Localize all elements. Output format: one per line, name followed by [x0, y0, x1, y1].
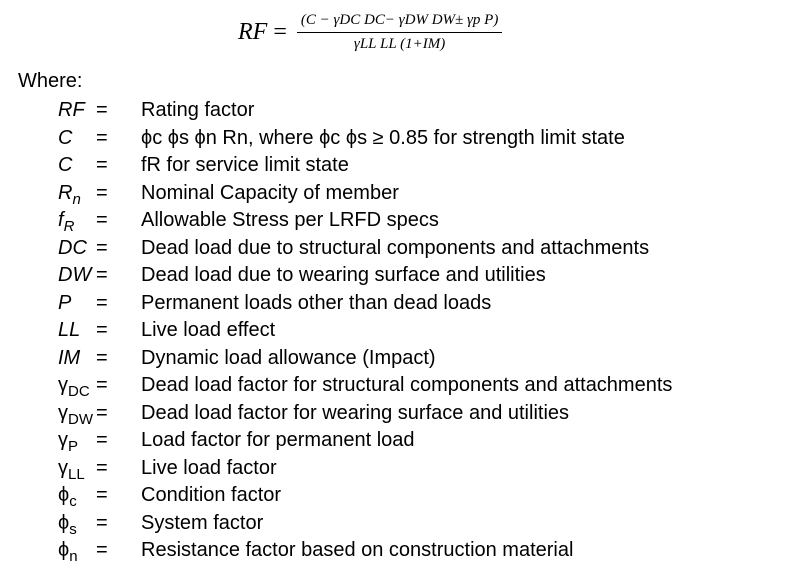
definition-text: Nominal Capacity of member	[141, 181, 399, 204]
definition-symbol	[58, 235, 87, 262]
symbol-base: IM	[58, 346, 81, 369]
definition-equals: =	[96, 99, 108, 121]
definition-symbol	[58, 455, 85, 482]
definition-row	[0, 345, 785, 373]
definition-equals: =	[96, 181, 108, 204]
definition-equals: =	[96, 209, 108, 231]
symbol-base: ϕ	[58, 539, 70, 561]
formula-numerator: (C − γDC DC− γDW DW± γp P)	[300, 12, 499, 28]
definition-symbol	[58, 152, 72, 179]
definition-text: Permanent loads other than dead loads	[141, 291, 492, 314]
definition-symbol	[58, 345, 80, 372]
definition-text: Dead load factor for wearing surface and utilities	[141, 401, 570, 424]
definition-text: Rating factor	[141, 99, 255, 121]
formula-denominator: γLL LL (1+IM)	[353, 36, 446, 52]
definition-symbol	[58, 537, 78, 564]
symbol-subscript: DC	[68, 383, 90, 400]
rating-factor-formula	[238, 12, 502, 53]
definition-equals: =	[96, 319, 108, 341]
definition-row	[0, 510, 785, 538]
symbol-subscript: n	[69, 548, 78, 565]
symbol-subscript: s	[69, 520, 77, 538]
definition-equals: =	[96, 264, 108, 286]
symbol-base: DW	[58, 264, 92, 286]
definition-symbol	[58, 510, 77, 537]
definition-equals: =	[96, 484, 108, 506]
definition-text: Live load effect	[141, 319, 276, 341]
definition-text: Load factor for permanent load	[141, 429, 415, 451]
definition-equals: =	[96, 401, 108, 424]
formula-equals: =	[273, 19, 287, 45]
definition-text: Dead load due to structural components and attachments	[141, 236, 650, 259]
formula-fraction	[297, 12, 502, 53]
definition-equals: =	[96, 374, 108, 396]
symbol-subscript: n	[72, 190, 81, 208]
definition-text: fR for service limit state	[141, 154, 349, 176]
symbol-base: f	[58, 209, 64, 231]
symbol-base: R	[58, 181, 73, 204]
symbol-base: C	[58, 154, 73, 176]
symbol-base: ϕ	[58, 511, 70, 534]
where-label: Where:	[18, 70, 83, 92]
symbol-base: γ	[58, 374, 68, 396]
definition-symbol	[58, 427, 78, 454]
definition-symbol	[58, 482, 77, 509]
symbol-base: DC	[58, 236, 87, 259]
definition-equals: =	[96, 291, 108, 314]
symbol-subscript: c	[69, 493, 77, 510]
definition-text: Condition factor	[141, 484, 282, 506]
definition-equals: =	[96, 126, 108, 149]
symbol-base: C	[58, 126, 73, 149]
symbol-base: ϕ	[58, 484, 70, 506]
definitions-list	[0, 97, 785, 565]
definition-symbol	[58, 207, 74, 234]
definition-row	[0, 125, 785, 153]
definition-symbol	[58, 290, 71, 317]
symbol-base: P	[58, 291, 72, 314]
symbol-base: γ	[58, 456, 68, 479]
definition-text: Resistance factor based on construction material	[141, 539, 574, 561]
definition-symbol	[58, 180, 81, 207]
symbol-base: γ	[58, 401, 68, 424]
definition-row	[0, 400, 785, 428]
definition-symbol	[58, 262, 91, 289]
definition-equals: =	[96, 236, 108, 259]
definition-text: Dead load due to wearing surface and utilities	[141, 264, 546, 286]
symbol-subscript: DW	[68, 410, 93, 428]
definition-equals: =	[96, 511, 108, 534]
definition-row	[0, 455, 785, 483]
definition-row	[0, 372, 785, 400]
definition-text: System factor	[141, 511, 264, 534]
definition-symbol	[58, 97, 85, 124]
definition-row	[0, 97, 785, 125]
definition-row	[0, 235, 785, 263]
definition-equals: =	[96, 539, 108, 561]
symbol-subscript: LL	[68, 465, 85, 483]
definition-row	[0, 180, 785, 208]
symbol-subscript: P	[68, 438, 79, 455]
definition-row	[0, 152, 785, 180]
symbol-subscript: R	[63, 218, 75, 235]
fraction-bar	[297, 32, 502, 33]
definition-text: ϕc ϕs ϕn Rn, where ϕc ϕs ≥ 0.85 for strength limit state	[141, 126, 625, 149]
definition-equals: =	[96, 429, 108, 451]
definition-text: Live load factor	[141, 456, 277, 479]
symbol-base: RF	[58, 99, 85, 121]
definition-text: Dead load factor for structural components and attachments	[141, 374, 673, 396]
definition-row	[0, 427, 785, 455]
symbol-base: LL	[58, 319, 81, 341]
definition-row	[0, 290, 785, 318]
definition-row	[0, 207, 785, 235]
definition-equals: =	[96, 154, 108, 176]
definition-row	[0, 482, 785, 510]
definition-row	[0, 537, 785, 565]
definition-equals: =	[96, 346, 108, 369]
definition-row	[0, 262, 785, 290]
definition-symbol	[58, 125, 72, 152]
definition-text: Allowable Stress per LRFD specs	[141, 209, 439, 231]
formula-lhs: RF	[238, 19, 268, 45]
symbol-base: γ	[58, 429, 68, 451]
definition-symbol	[58, 400, 93, 427]
definition-symbol	[58, 317, 80, 344]
definition-symbol	[58, 372, 90, 399]
definition-row	[0, 317, 785, 345]
definition-text: Dynamic load allowance (Impact)	[141, 346, 436, 369]
definition-equals: =	[96, 456, 108, 479]
